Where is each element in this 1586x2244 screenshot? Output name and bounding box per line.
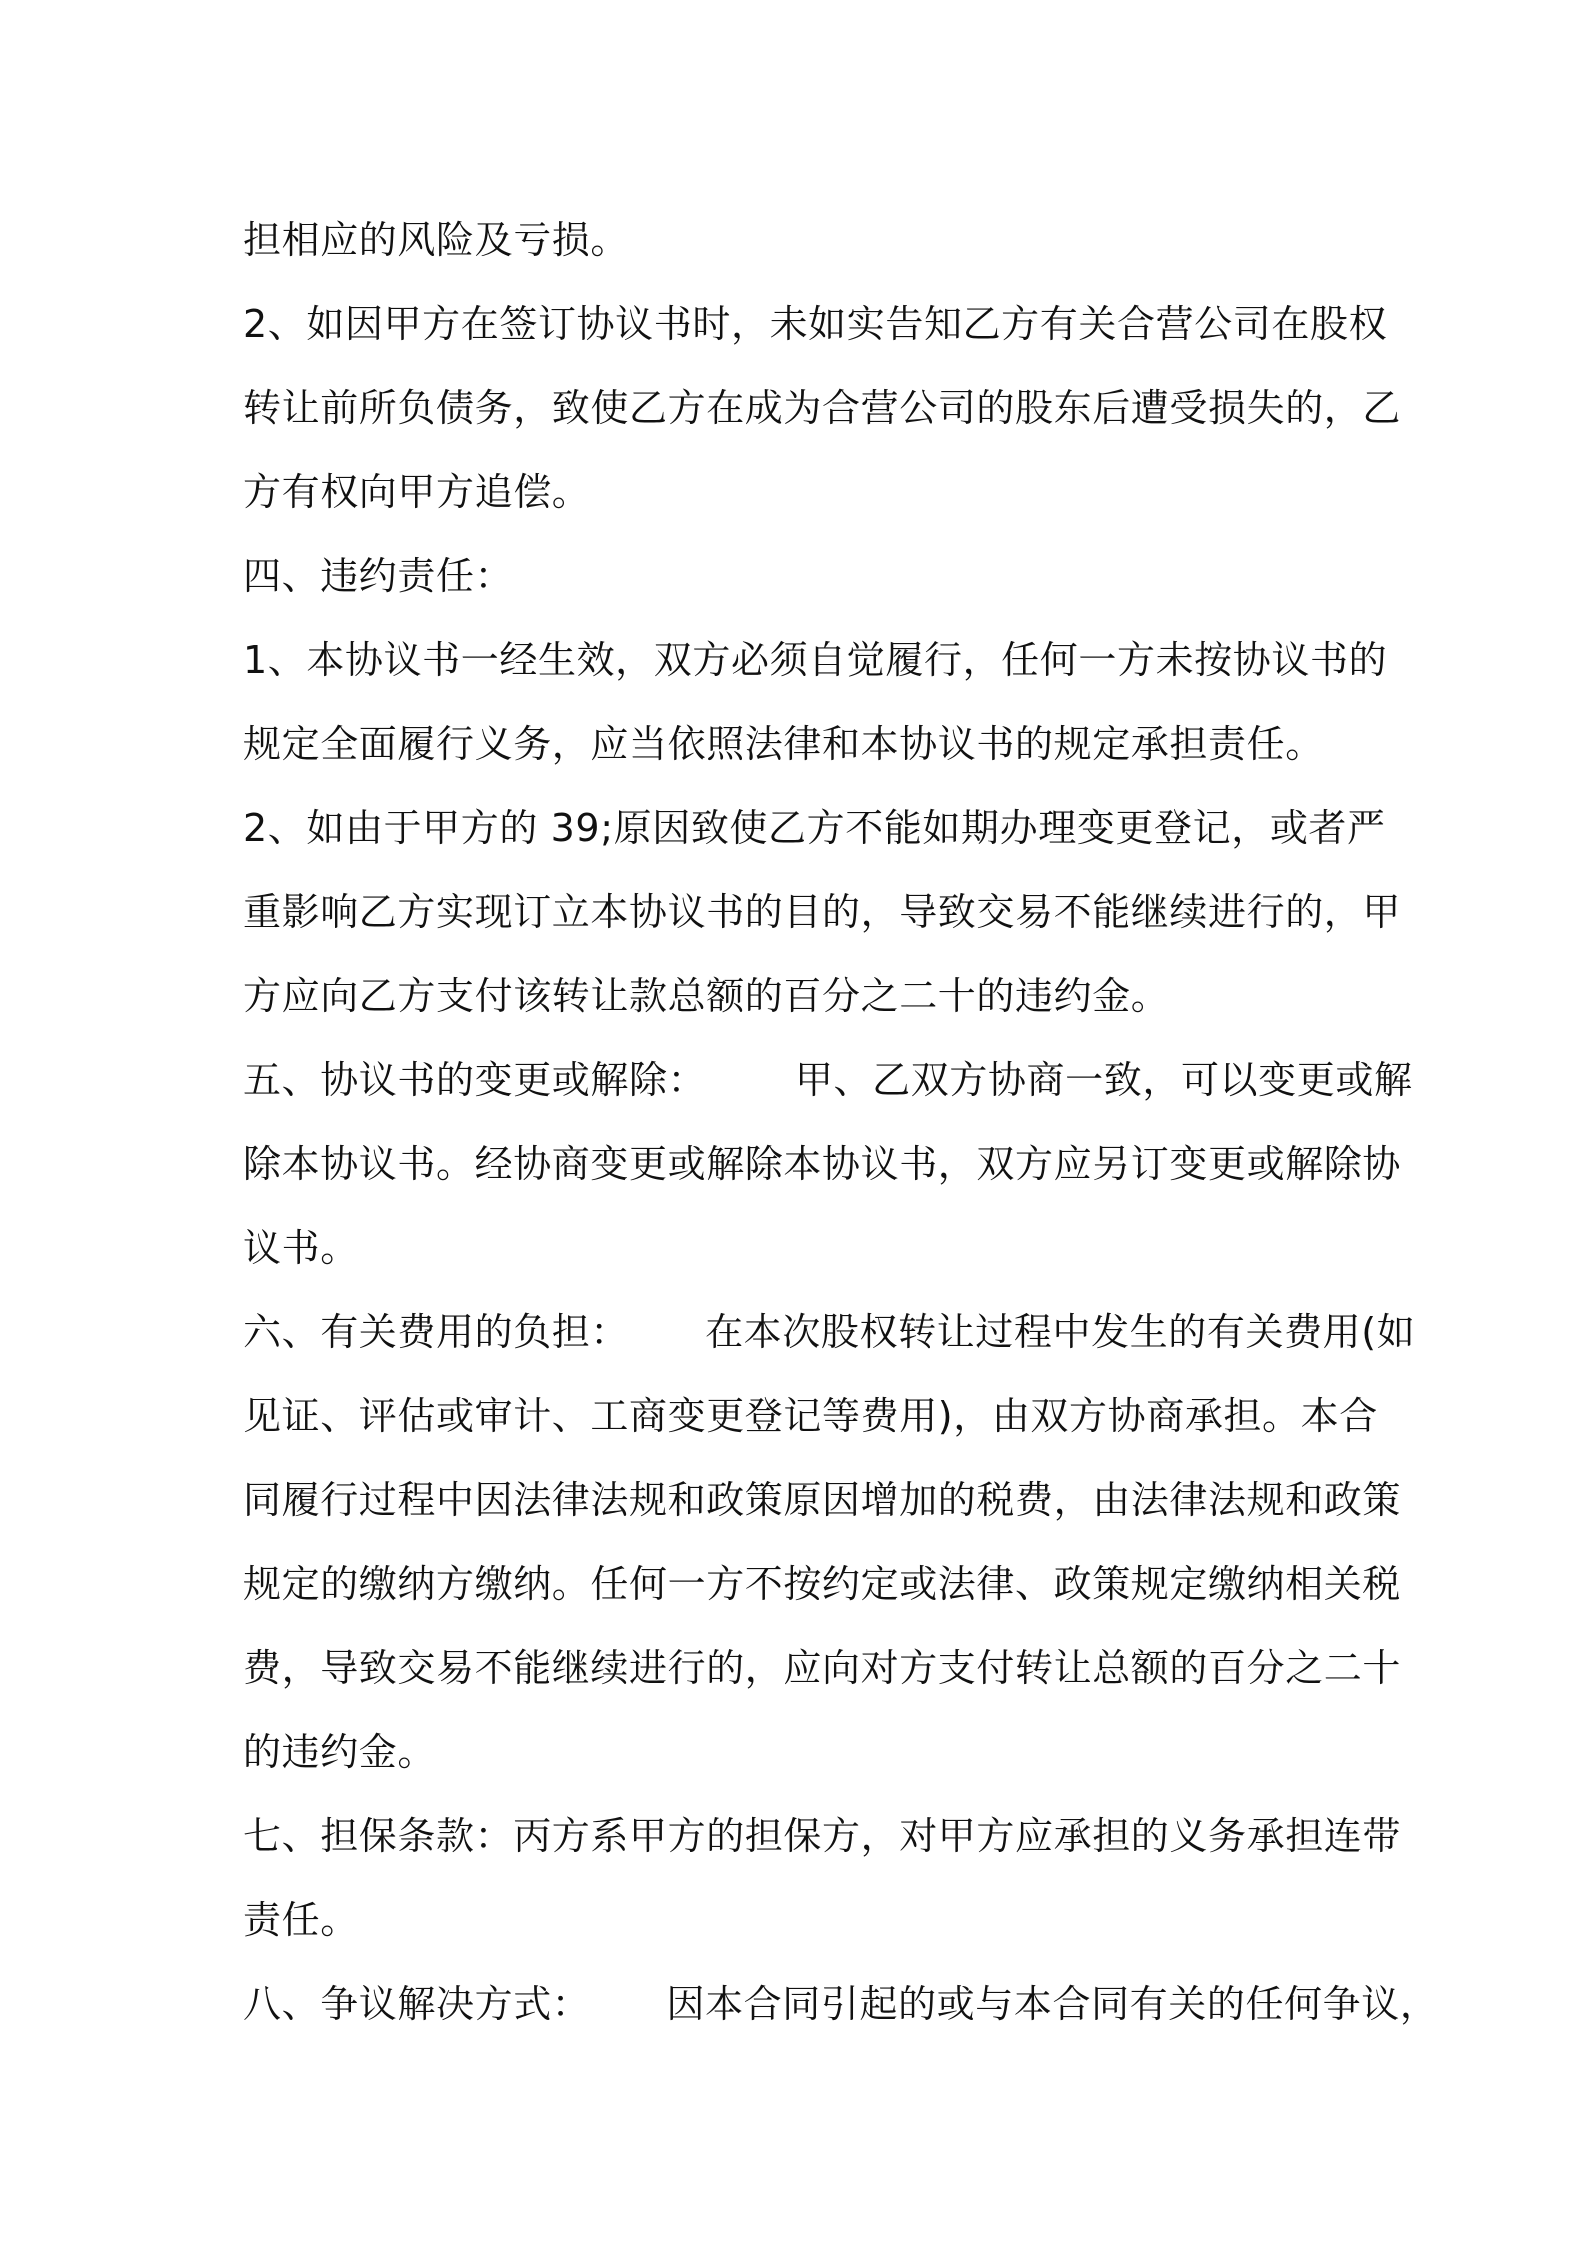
section-heading: 四、违约责任：	[243, 554, 514, 598]
text-line: 见证、评估或审计、工商变更登记等费用)，由双方协商承担。本合	[243, 1394, 1378, 1438]
section-heading: 七、担保条款：丙方系甲方的担保方，对甲方应承担的义务承担连带	[243, 1814, 1402, 1858]
text-line: 重影响乙方实现订立本协议书的目的，导致交易不能继续进行的，甲	[243, 890, 1402, 934]
section-heading: 五、协议书的变更或解除： 甲、乙双方协商一致，可以变更或解	[243, 1058, 1413, 1102]
text-line: 的违约金。	[243, 1730, 437, 1774]
text-line: 议书。	[243, 1226, 359, 1270]
text-line: 方有权向甲方追偿。	[243, 470, 591, 514]
text-line: 1、本协议书一经生效，双方必须自觉履行，任何一方未按协议书的	[243, 638, 1388, 682]
section-heading: 八、争议解决方式： 因本合同引起的或与本合同有关的任何争议，	[243, 1982, 1439, 2026]
text-line: 规定的缴纳方缴纳。任何一方不按约定或法律、政策规定缴纳相关税	[243, 1562, 1402, 1606]
section-heading: 六、有关费用的负担： 在本次股权转让过程中发生的有关费用(如	[243, 1310, 1416, 1354]
text-line: 担相应的风险及亏损。	[243, 218, 630, 262]
text-line: 2、如因甲方在签订协议书时，未如实告知乙方有关合营公司在股权	[243, 302, 1388, 346]
text-line: 责任。	[243, 1898, 359, 1942]
text-line: 方应向乙方支付该转让款总额的百分之二十的违约金。	[243, 974, 1170, 1018]
text-line: 费，导致交易不能继续进行的，应向对方支付转让总额的百分之二十	[243, 1646, 1402, 1690]
text-line: 2、如由于甲方的 39;原因致使乙方不能如期办理变更登记，或者严	[243, 806, 1386, 850]
text-line: 同履行过程中因法律法规和政策原因增加的税费，由法律法规和政策	[243, 1478, 1402, 1522]
text-line: 除本协议书。经协商变更或解除本协议书，双方应另订变更或解除协	[243, 1142, 1402, 1186]
text-line: 转让前所负债务，致使乙方在成为合营公司的股东后遭受损失的，乙	[243, 386, 1402, 430]
document-body	[243, 198, 1439, 2046]
text-line: 规定全面履行义务，应当依照法律和本协议书的规定承担责任。	[243, 722, 1324, 766]
